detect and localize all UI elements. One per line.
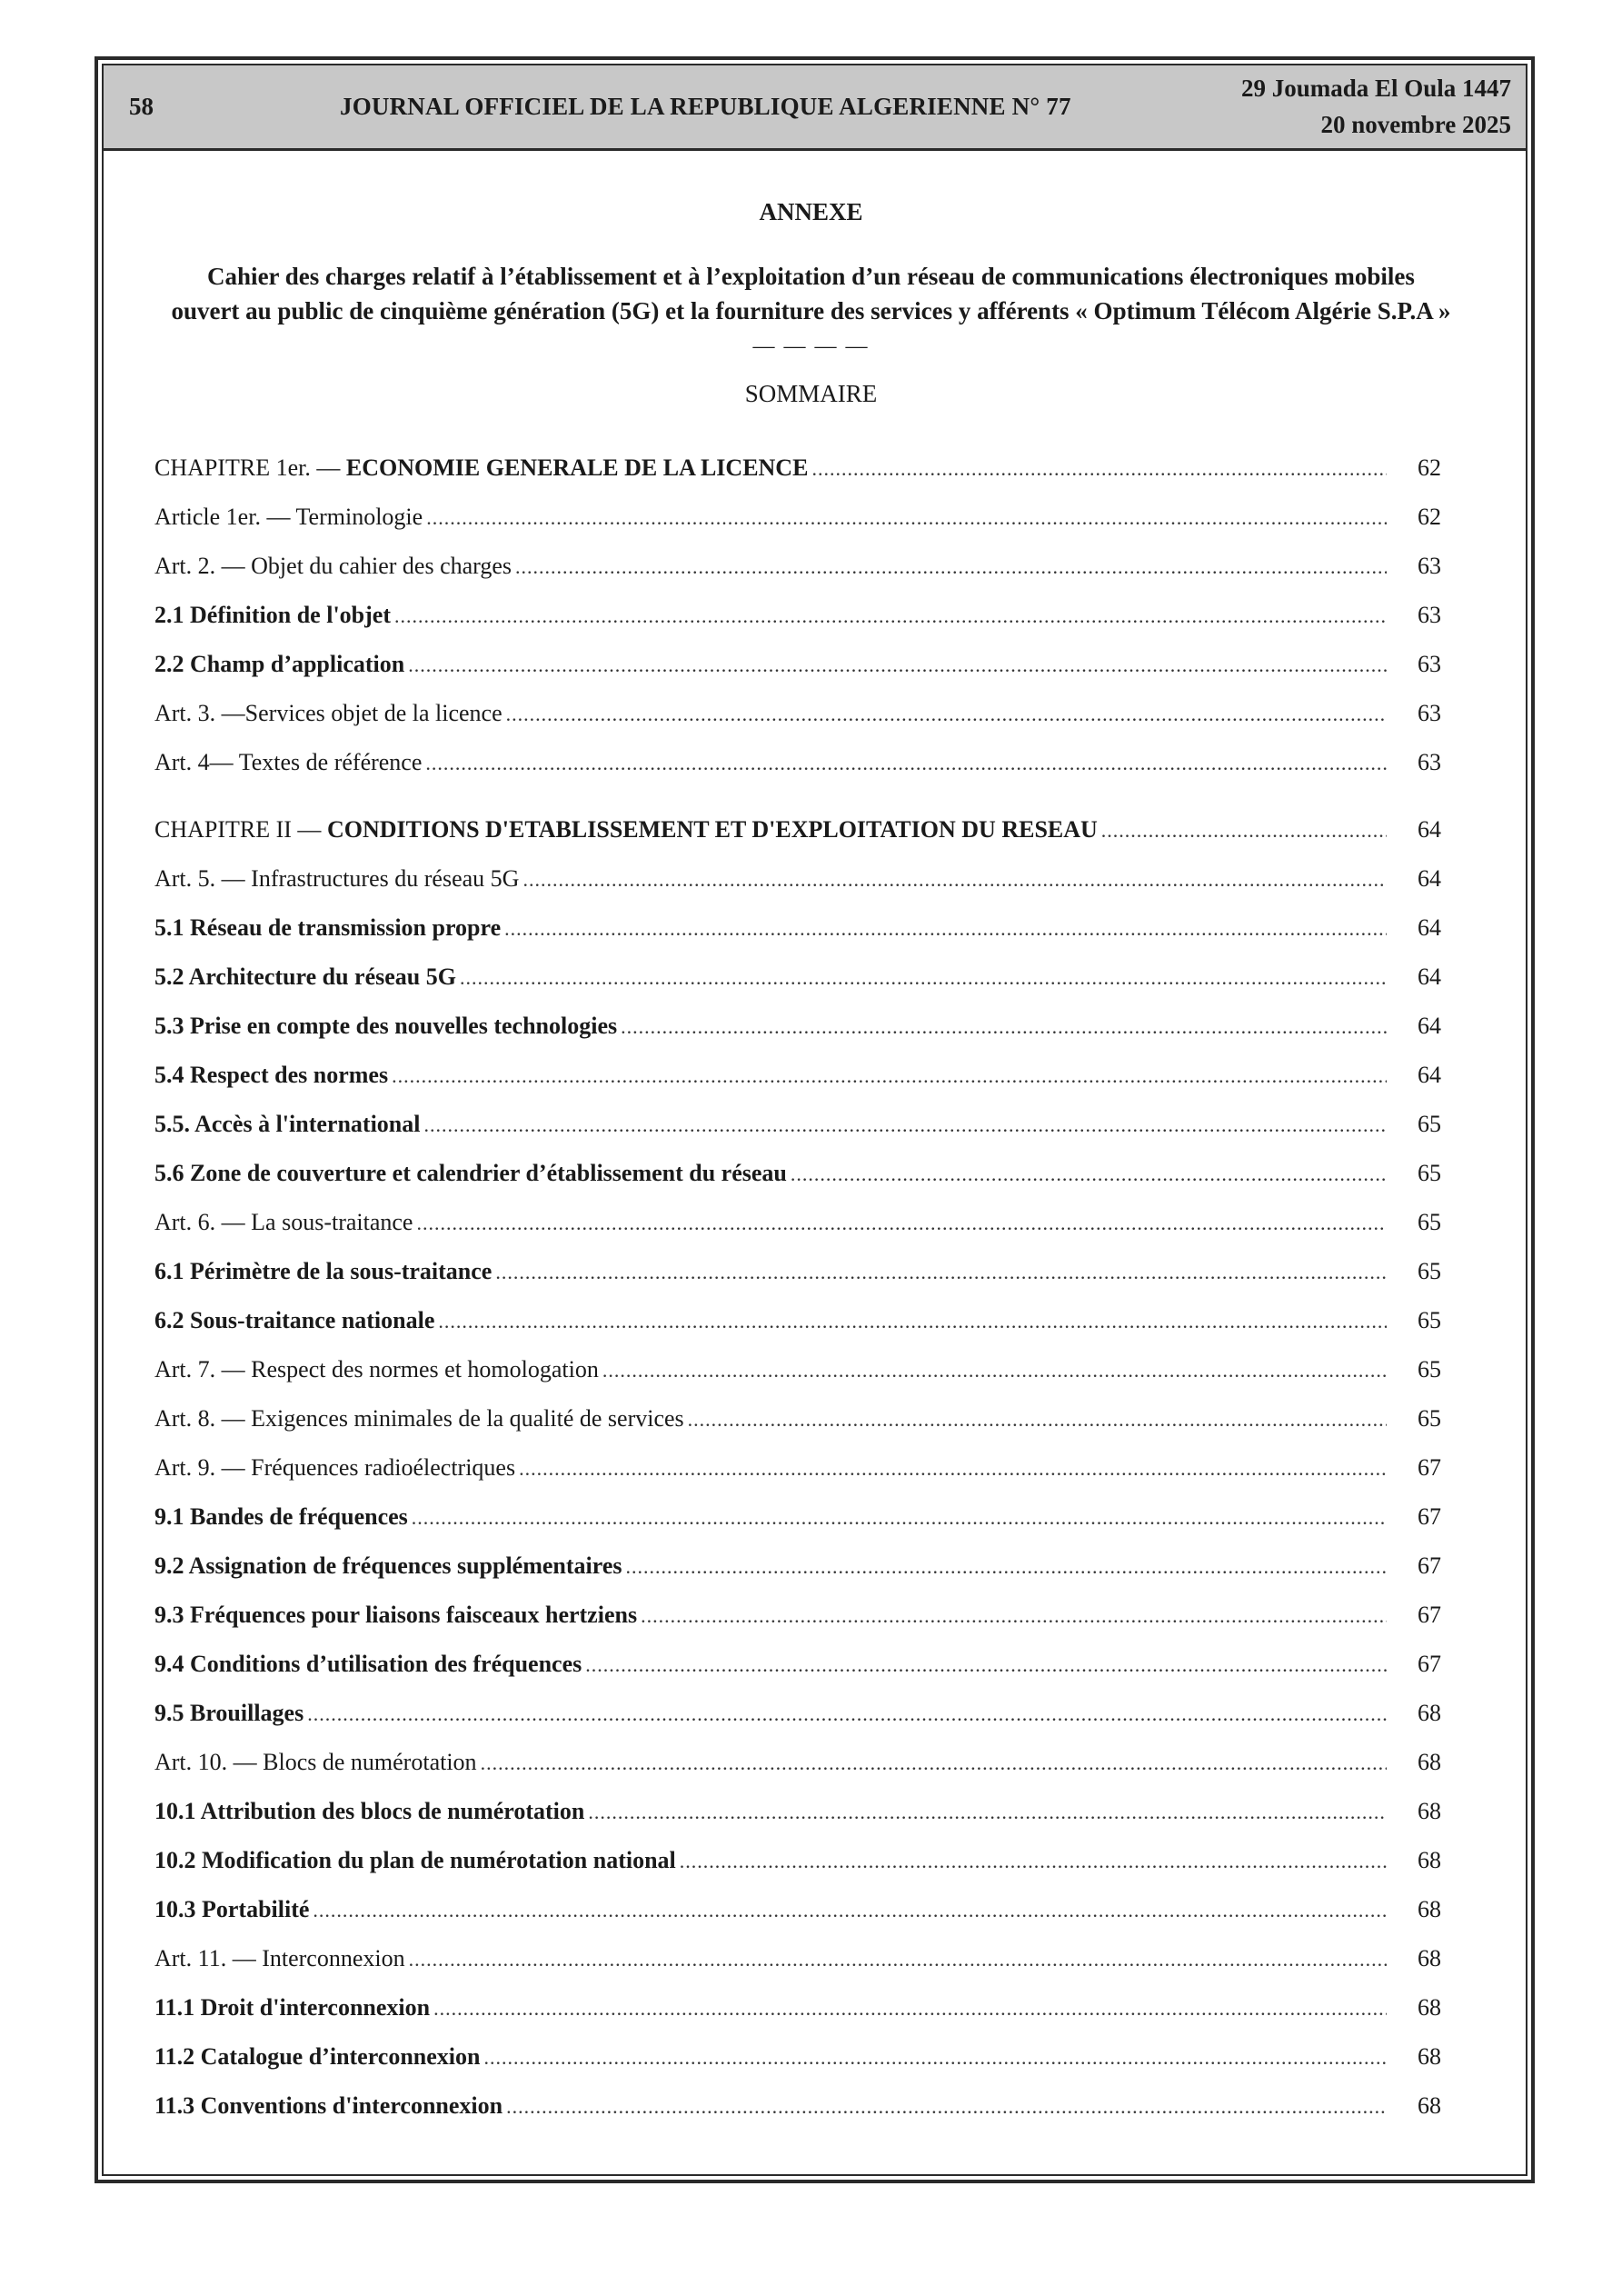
toc-entry-label: 6.2 Sous-traitance nationale — [154, 1307, 435, 1333]
toc-dot-leader — [483, 2046, 1387, 2070]
toc-page-number: 63 — [1418, 700, 1441, 726]
toc-chapter-title: ECONOMIE GENERALE DE LA LICENCE — [345, 454, 809, 481]
toc-dot-leader — [519, 1457, 1387, 1481]
toc-page-number: 67 — [1418, 1503, 1441, 1530]
toc-page-number: 68 — [1418, 2092, 1441, 2119]
toc-entry — [154, 1798, 1445, 1834]
toc-dot-leader — [506, 2095, 1387, 2119]
toc-entry-label — [154, 816, 1098, 844]
toc-page-number: 68 — [1418, 2043, 1441, 2070]
toc-entry-label: Art. 11. — Interconnexion — [154, 1945, 405, 1972]
toc-entry-label: 5.1 Réseau de transmission propre — [154, 914, 502, 941]
toc-entry-label: Art. 8. — Exigences minimales de la qualité de services — [154, 1405, 684, 1432]
toc-page-number: 65 — [1418, 1405, 1441, 1432]
toc-page-number: 65 — [1418, 1307, 1441, 1333]
sommaire-title: SOMMAIRE — [744, 380, 878, 407]
annexe-title: ANNEXE — [759, 198, 863, 225]
toc-dot-leader — [506, 703, 1387, 726]
toc-entry-label: 5.6 Zone de couverture et calendrier d’établissement du réseau — [154, 1160, 787, 1186]
toc-entry-label: Art. 2. — Objet du cahier des charges — [154, 553, 512, 579]
toc-entry — [154, 1503, 1445, 1540]
subtitle-line-2: ouvert au public de cinquième génération (5G) et la fourniture des services y afférents « Optimum Télécom Algérie S.P.A » — [171, 297, 1451, 324]
toc-dot-leader — [433, 1997, 1387, 2021]
toc-entry — [154, 1160, 1445, 1196]
toc-dot-leader — [409, 1948, 1387, 1972]
toc-dot-leader — [811, 457, 1387, 481]
toc-entry — [154, 865, 1445, 902]
toc-page-number: 62 — [1418, 504, 1441, 530]
toc-dot-leader — [425, 752, 1387, 775]
toc-entry-label: Article 1er. — Terminologie — [154, 504, 423, 530]
toc-entry — [154, 1111, 1445, 1147]
page-number: 58 — [129, 93, 154, 120]
toc-dot-leader — [680, 1850, 1387, 1873]
toc-page-number: 64 — [1418, 865, 1441, 892]
toc-entry-label: 9.5 Brouillages — [154, 1700, 304, 1726]
toc-dot-leader — [588, 1801, 1387, 1824]
toc-entry — [154, 1651, 1445, 1687]
toc-entry — [154, 816, 1445, 853]
toc-page-number: 68 — [1418, 1749, 1441, 1775]
toc-entry-label: 10.3 Portabilité — [154, 1896, 310, 1922]
date-hijri: 29 Joumada El Oula 1447 — [1240, 75, 1511, 102]
toc-page-number: 65 — [1418, 1111, 1441, 1137]
toc-entry-label: 2.2 Champ d’application — [154, 651, 405, 677]
toc-entry — [154, 914, 1445, 951]
toc-page-number: 68 — [1418, 1700, 1441, 1726]
toc-dot-leader — [307, 1702, 1387, 1726]
toc-entry-label: Art. 9. — Fréquences radioélectriques — [154, 1454, 516, 1481]
toc-entry — [154, 1013, 1445, 1049]
toc-entry-label: 10.1 Attribution des blocs de numérotation — [154, 1798, 585, 1824]
toc-dot-leader — [416, 1212, 1387, 1235]
toc-dot-leader — [392, 1064, 1387, 1088]
toc-entry-label: 5.2 Architecture du réseau 5G — [154, 963, 456, 990]
toc-entry — [154, 1945, 1445, 1982]
toc-page-number: 64 — [1418, 963, 1441, 990]
toc-dot-leader — [585, 1653, 1387, 1677]
toc-page-number: 64 — [1418, 914, 1441, 941]
toc-entry — [154, 602, 1445, 638]
toc-page-number: 68 — [1418, 1798, 1441, 1824]
toc-page-number: 62 — [1418, 454, 1441, 481]
toc-entry — [154, 1356, 1445, 1393]
toc-dot-leader — [313, 1899, 1387, 1922]
document-subtitle — [118, 259, 1504, 328]
toc-page-number: 63 — [1418, 553, 1441, 579]
toc-page-number: 68 — [1418, 1945, 1441, 1972]
toc-entry — [154, 454, 1445, 491]
toc-page-number: 64 — [1418, 1062, 1441, 1088]
toc-dot-leader — [626, 1555, 1388, 1579]
toc-dot-leader — [460, 966, 1387, 990]
toc-entry — [154, 2092, 1445, 2129]
toc-entry-label: 5.5. Accès à l'international — [154, 1111, 421, 1137]
toc-page-number: 63 — [1418, 602, 1441, 628]
toc-entry — [154, 700, 1445, 736]
toc-entry-label: 11.3 Conventions d'interconnexion — [154, 2092, 503, 2119]
toc-entry-label: 5.3 Prise en compte des nouvelles technologies — [154, 1013, 618, 1039]
toc-page-number: 63 — [1418, 749, 1441, 775]
toc-entry-label: 10.2 Modification du plan de numérotation national — [154, 1847, 676, 1873]
toc-dot-leader — [641, 1604, 1387, 1628]
toc-entry — [154, 2043, 1445, 2080]
toc-entry-label: Art. 3. —Services objet de la licence — [154, 700, 503, 726]
toc-entry — [154, 1454, 1445, 1491]
toc-dot-leader — [412, 1506, 1387, 1530]
toc-page-number: 67 — [1418, 1602, 1441, 1628]
toc-entry — [154, 504, 1445, 540]
toc-entry — [154, 1307, 1445, 1343]
toc-chapter-prefix: CHAPITRE 1er. — — [154, 454, 346, 481]
toc-entry — [154, 651, 1445, 687]
toc-entry — [154, 1602, 1445, 1638]
toc-entry — [154, 1847, 1445, 1883]
toc-dot-leader — [504, 917, 1387, 941]
toc-dot-leader — [621, 1015, 1387, 1039]
toc-dot-leader — [791, 1163, 1387, 1186]
toc-entry-label: Art. 7. — Respect des normes et homologation — [154, 1356, 599, 1383]
journal-header — [104, 65, 1526, 151]
toc-dot-leader — [602, 1359, 1387, 1383]
toc-page-number: 68 — [1418, 1847, 1441, 1873]
toc-entry-label: Art. 4— Textes de référence — [154, 749, 423, 775]
toc-entry — [154, 1405, 1445, 1442]
toc-entry — [154, 1258, 1445, 1294]
toc-entry — [154, 1209, 1445, 1245]
toc-entry — [154, 1700, 1445, 1736]
toc-dot-leader — [495, 1261, 1387, 1284]
toc-entry — [154, 1994, 1445, 2031]
toc-page-number: 63 — [1418, 651, 1441, 677]
toc-page-number: 65 — [1418, 1356, 1441, 1383]
toc-page-number: 68 — [1418, 1896, 1441, 1922]
toc-dot-leader — [515, 555, 1387, 579]
toc-chapter-title: CONDITIONS D'ETABLISSEMENT ET D'EXPLOITATION DU RESEAU — [326, 816, 1098, 843]
toc-page-number: 68 — [1418, 1994, 1441, 2021]
date-gregorian: 20 novembre 2025 — [1320, 111, 1511, 138]
toc-entry — [154, 1062, 1445, 1098]
toc-dot-leader — [426, 506, 1387, 530]
toc-chapter-prefix: CHAPITRE II — — [154, 816, 327, 843]
toc-page-number: 64 — [1418, 816, 1441, 843]
toc-entry-label — [154, 454, 808, 482]
toc-entry — [154, 1896, 1445, 1932]
toc-page-number: 67 — [1418, 1454, 1441, 1481]
toc-page-number: 67 — [1418, 1552, 1441, 1579]
toc-dot-leader — [1101, 819, 1387, 843]
toc-entry-label: 11.1 Droit d'interconnexion — [154, 1994, 431, 2021]
toc-entry — [154, 749, 1445, 785]
toc-entry — [154, 1749, 1445, 1785]
toc-dot-leader — [438, 1310, 1387, 1333]
toc-entry-label: 9.2 Assignation de fréquences supplémentaires — [154, 1552, 622, 1579]
toc-dot-leader — [481, 1752, 1387, 1775]
toc-entry-label: 11.2 Catalogue d’interconnexion — [154, 2043, 481, 2070]
toc-page-number: 67 — [1418, 1651, 1441, 1677]
toc-entry-label: 6.1 Périmètre de la sous-traitance — [154, 1258, 493, 1284]
toc-entry — [154, 963, 1445, 1000]
journal-title: JOURNAL OFFICIEL DE LA REPUBLIQUE ALGERIENNE N° 77 — [340, 93, 1071, 120]
toc-dot-leader — [423, 1113, 1387, 1137]
toc-dot-leader — [394, 604, 1387, 628]
separator-dashes: — — — — — [752, 334, 870, 358]
toc-page-number: 65 — [1418, 1209, 1441, 1235]
toc-entry-label: Art. 10. — Blocs de numérotation — [154, 1749, 477, 1775]
toc-page-number: 65 — [1418, 1160, 1441, 1186]
toc-entry-label: 9.1 Bandes de fréquences — [154, 1503, 408, 1530]
toc-entry-label: 9.4 Conditions d’utilisation des fréquences — [154, 1651, 582, 1677]
toc-entry — [154, 1552, 1445, 1589]
toc-entry-label: 5.4 Respect des normes — [154, 1062, 389, 1088]
toc-page-number: 65 — [1418, 1258, 1441, 1284]
toc-dot-leader — [688, 1408, 1387, 1432]
toc-entry-label: 9.3 Fréquences pour liaisons faisceaux hertziens — [154, 1602, 638, 1628]
toc-page-number: 64 — [1418, 1013, 1441, 1039]
toc-entry-label: Art. 6. — La sous-traitance — [154, 1209, 413, 1235]
subtitle-line-1: Cahier des charges relatif à l’établissement et à l’exploitation d’un réseau de communications électroniques mobiles — [207, 263, 1415, 290]
toc-dot-leader — [408, 654, 1387, 677]
toc-entry — [154, 553, 1445, 589]
toc-dot-leader — [522, 868, 1387, 892]
toc-entry-label: Art. 5. — Infrastructures du réseau 5G — [154, 865, 520, 892]
toc-entry-label: 2.1 Définition de l'objet — [154, 602, 391, 628]
